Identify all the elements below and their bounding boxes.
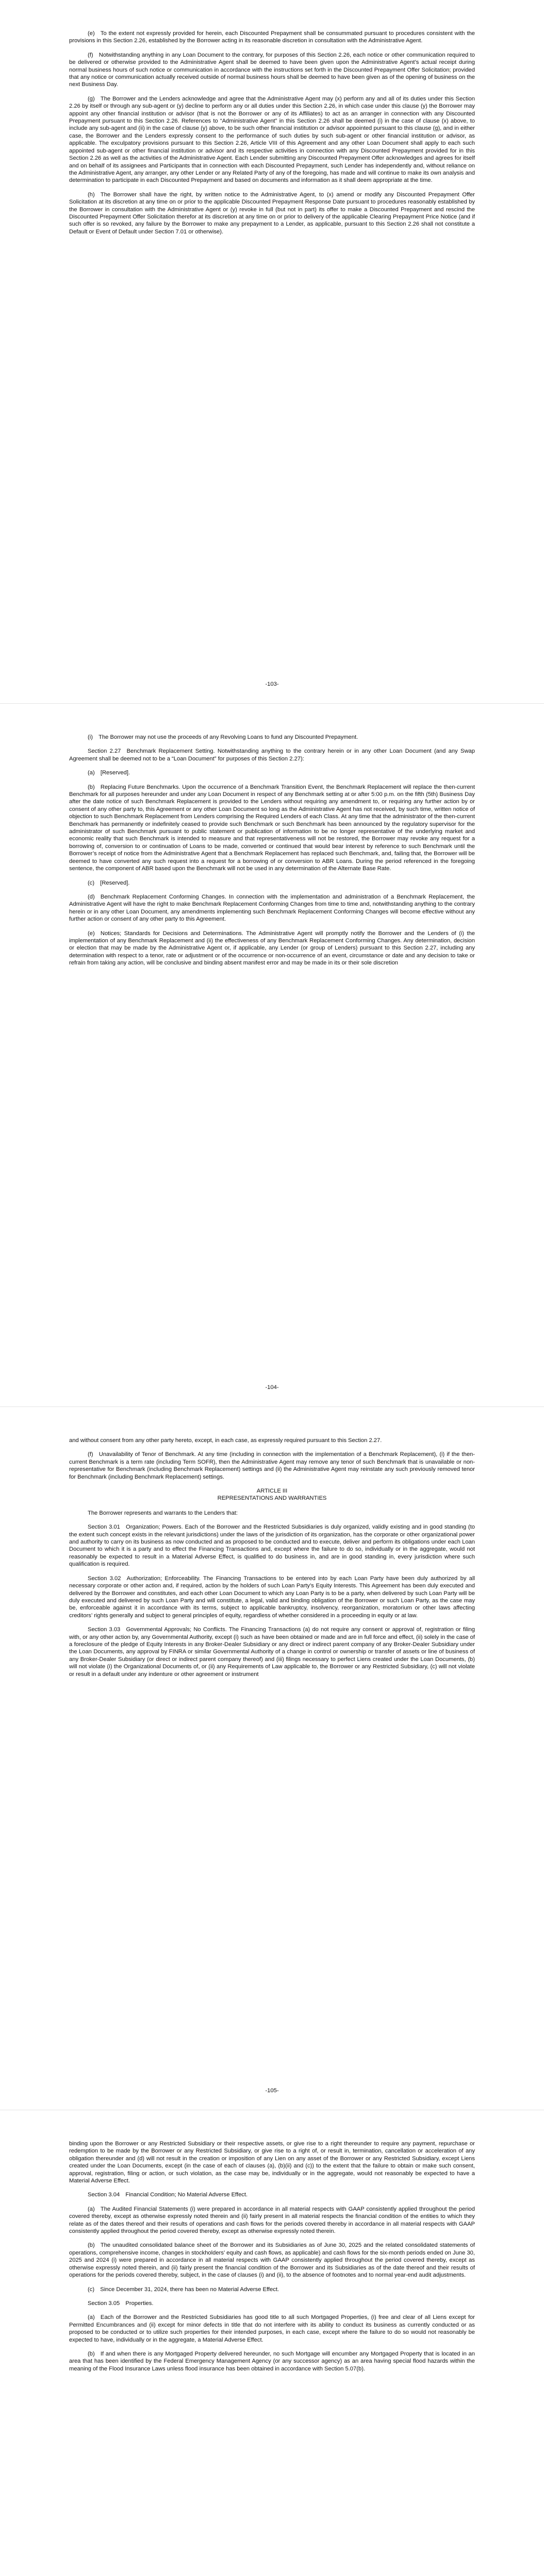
page-103 — [0, 0, 544, 703]
page-104 — [0, 703, 544, 1406]
paragraph-3-05-b: (b) If and when there is any Mortgaged Property delivered hereunder, no such Mortgage will encumber any Mortgaged Property that is located in an area that has been identified by the Federal Emergency Management Agency (or any successor agency) as an area having special flood hazards within the meaning of the Flood Insurance Laws unless flood insurance has been obtained in accordance with Section 5.07(b). — [69, 2350, 475, 2372]
section-2-27-heading: Section 2.27 Benchmark Replacement Setting. Notwithstanding anything to the contrary herein or in any other Loan Document (and any Swap Agreement shall be deemed not to be a “Loan Document” for purposes of this Section 2.27): — [69, 748, 475, 762]
paragraph-3-04-a: (a) The Audited Financial Statements (i) were prepared in accordance in all material respects with GAAP consistently applied throughout the period covered thereby, except as otherwise expressly noted therein and (ii) fairly present in all material respects the financial condition of the entities to which they relate as of the dates thereof and their results of operations and cash flows for the periods covered thereby in accordance in all material respects with GAAP consistently applied throughout the period covered thereby, except as otherwise expressly noted therein. — [69, 2206, 475, 2235]
paragraph-3-04-b: (b) The unaudited consolidated balance sheet of the Borrower and its Subsidiaries as of June 30, 2025 and the related consolidated statements of operations, comprehensive income, changes in stockholders’ equity and cash flows, as applicable) and cash flows for the six-month periods ended on June 30, 2025 and 2024 (i) were prepared in accordance in all material respects with GAAP consistently applied throughout the period covered thereby, except as otherwise expressly noted therein, and (ii) fairly present the financial condition of the Borrower and its Subsidiaries as of the date thereof and their results of operations for the periods covered thereby, subject, in the case of clauses (i) and (ii), to the absence of footnotes and to normal year-end audit adjustments. — [69, 2242, 475, 2279]
section-3-01: Section 3.01 Organization; Powers. Each of the Borrower and the Restricted Subsidiaries is duly organized, validly existing and in good standing (to the extent such concept exists in the relevant jurisdictions) under the laws of the jurisdiction of its organization, has the corporate or other organizational power and authority to carry on its business as now conducted and as proposed to be conducted and to execute, deliver and perform its obligations under each Loan Document to which it is a party and to effect the Financing Transactions and, except where the failure to do so, individually or in the aggregate, would not reasonably be expected to result in a Material Adverse Effect, is qualified to do business in, and are in good standing in, every jurisdiction where such qualification is required. — [69, 1524, 475, 1568]
paragraph-2-27-a: (a) [Reserved]. — [88, 770, 130, 776]
paragraph-2-27-f: (f) Unavailability of Tenor of Benchmark. At any time (including in connection with the implementation of a Benchmark Replacement), (i) if the then-current Benchmark is a term rate (including Term SOFR), then the Administrative Agent may remove any tenor of such Benchmark that is unavailable or non-representative for Benchmark (including Benchmark Replacement) settings and (ii) the Administrative Agent may reinstate any such previously removed tenor for Benchmark (including Benchmark Replacement) settings. — [69, 1451, 475, 1480]
paragraph-2-27-e: (e) Notices; Standards for Decisions and Determinations. The Administrative Agent will promptly notify the Borrower and the Lenders of (i) the implementation of any Benchmark Replacement and (ii) the effectiveness of any Benchmark Replacement Conforming Changes. Any determination, decision or election that may be made by the Administrative Agent or, if applicable, any Lender (or group of Lenders) pursuant to this Section 2.27, including any determination with respect to a tenor, rate or adjustment or of the occurrence or non-occurrence of an event, circumstance or date and any decision to take or refrain from taking any action, will be conclusive and binding absent manifest error and may be made in its or their sole discretion — [69, 930, 475, 967]
article-subtitle: REPRESENTATIONS AND WARRANTIES — [217, 1495, 327, 1502]
paragraph-2-27-b: (b) Replacing Future Benchmarks. Upon the occurrence of a Benchmark Transition Event, the Benchmark Replacement will replace the then-current Benchmark for all purposes hereunder and under any Loan Document in respect of any Benchmark setting at or after 5:00 p.m. on the fifth (5th) Business Day after the date notice of such Benchmark Replacement is provided to the Lenders without requiring any amendment to, or requiring any further action by or consent of any other party to, this Agreement or any other Loan Document so long as the Administrative Agent has not received, by such time, written notice of objection to such Benchmark Replacement from Lenders comprising the Required Lenders of each Class. At any time that the administrator of the then-current Benchmark has permanently or indefinitely ceased to provide such Benchmark or such Benchmark has been announced by the regulatory supervisor for the administrator of such Benchmark pursuant to public statement or publication of information to be no longer representative of the underlying market and economic reality that such Benchmark is intended to measure and that representativeness will not be restored, the Borrower may revoke any request for a borrowing of, conversion to or continuation of Loans to be made, converted or continued that would bear interest by reference to such Benchmark until the Borrower’s receipt of notice from the Administrative Agent that a Benchmark Replacement has replaced such Benchmark, and, failing that, the Borrower will be deemed to have converted any such request into a request for a borrowing of or conversion to ABR Loans. During the period referenced in the foregoing sentence, the component of ABR based upon the Benchmark will not be used in any determination of the Alternate Base Rate. — [69, 784, 475, 872]
page-number: -103- — [265, 681, 279, 687]
paragraph-3-05-a: (a) Each of the Borrower and the Restricted Subsidiaries has good title to all such Mortgaged Properties, (i) free and clear of all Liens except for Permitted Encumbrances and (ii) except for minor defects in title that do not interfere with its ability to conduct its business as currently conducted or as proposed to be conducted or to utilize such properties for their intended purposes, in each case, except where the failure to do so would not reasonably be expected to have, individually or in the aggregate, a Material Adverse Effect. — [69, 2314, 475, 2343]
paragraph-continued: binding upon the Borrower or any Restricted Subsidiary or their respective assets, or give rise to a right thereunder to require any payment, repurchase or redemption to be made by the Borrower or any Restricted Subsidiary, or give rise to a right of, or result in, termination, cancellation or acceleration of any obligation thereunder and (d) will not result in the creation or imposition of any Lien on any asset of the Borrower or any Restricted Subsidiary, except Liens created under the Loan Documents, except (in the case of each of clauses (a), (b)(ii) and (c)) to the extent that the failure to obtain or make such consent, approval, registration, filing or action, or such violation, as the case may be, individually or in the aggregate, would not reasonably be expected to have a Material Adverse Effect. — [69, 2141, 475, 2184]
page-106 — [0, 2110, 544, 2576]
paragraph-2-27-d: (d) Benchmark Replacement Conforming Changes. In connection with the implementation and administration of a Benchmark Replacement, the Administrative Agent will have the right to make Benchmark Replacement Conforming Changes from time to time and, notwithstanding anything to the contrary herein or in any other Loan Document, any amendments implementing such Benchmark Replacement Conforming Changes will become effective without any further action or consent of any other party to this Agreement. — [69, 893, 475, 923]
page-number: -104- — [265, 1384, 279, 1391]
page-number: -105- — [265, 2087, 279, 2094]
paragraph-continued: and without consent from any other party hereto, except, in each case, as expressly required pursuant to this Section 2.27. — [69, 1437, 382, 1444]
page-105 — [0, 1406, 544, 2110]
paragraph-intro: The Borrower represents and warrants to the Lenders that: — [88, 1510, 238, 1516]
paragraph-2-27-c: (c) [Reserved]. — [88, 879, 130, 886]
section-3-04-heading: Section 3.04 Financial Condition; No Material Adverse Effect. — [88, 2192, 248, 2198]
section-3-03: Section 3.03 Governmental Approvals; No Conflicts. The Financing Transactions (a) do not require any consent or approval of, registration or filing with, or any other action by, any Governmental Authority, except (i) such as have been obtained or made and are in full force and effect, (ii) solely in the case of a foreclosure of the pledge of Equity Interests in any Broker-Dealer Subsidiary or any direct or indirect parent company of any Broker-Dealer Subsidiary under the Loan Documents, any approval by FINRA or similar Governmental Authority of a change in control or ownership or transfer of assets or line of business of any Broker-Dealer Subsidiary (or direct or indirect parent company thereof) and (iii) filings necessary to perfect Liens created under the Loan Documents, (b) will not violate (i) the Organizational Documents of, or (ii) any Requirements of Law applicable to, the Borrower or any Restricted Subsidiary, (c) will not violate or result in a default under any indenture or other agreement or instrument — [69, 1626, 475, 1677]
paragraph-2-26-i: (i) The Borrower may not use the proceeds of any Revolving Loans to fund any Discounted Prepayment. — [88, 734, 358, 740]
paragraph-2-26-f: (f) Notwithstanding anything in any Loan Document to the contrary, for purposes of this Section 2.26, each notice or other communication required to be delivered or otherwise provided to the Administrative Agent shall be deemed to have been given upon the Administrative Agent’s actual receipt during normal business hours of such notice or communication in accordance with the instructions set forth in the Discounted Prepayment Offer Solicitation; provided that any notice or communication actually received outside of normal business hours shall be deemed to have been given as of the opening of business on the next Business Day. — [69, 52, 475, 88]
section-3-05-heading: Section 3.05 Properties. — [88, 2300, 154, 2307]
section-3-02: Section 3.02 Authorization; Enforceability. The Financing Transactions to be entered into by each Loan Party have been duly authorized by all necessary corporate or other action and, if required, action by the holders of such Loan Party’s Equity Interests. This Agreement has been duly executed and delivered by the Borrower and constitutes, and each other Loan Document to which any Loan Party is to be a party, when delivered by such Loan Party will be duly executed and delivered by such Loan Party and will constitute, a legal, valid and binding obligation of the Borrower or such Loan Party, as the case may be, enforceable against it in accordance with its terms, subject to applicable bankruptcy, insolvency, reorganization, moratorium or other laws affecting creditors’ rights generally and subject to general principles of equity, regardless of whether considered in a proceeding in equity or at law. — [69, 1575, 475, 1619]
paragraph-3-04-c: (c) Since December 31, 2024, there has been no Material Adverse Effect. — [88, 2286, 279, 2293]
paragraph-2-26-h: (h) The Borrower shall have the right, by written notice to the Administrative Agent, to (x) amend or modify any Discounted Prepayment Offer Solicitation at its discretion at any time on or prior to the applicable Discounted Prepayment Response Date pursuant to procedures reasonably established by the Borrower in consultation with the Administrative Agent or (y) revoke in full (but not in part) its offer to make a Discounted Prepayment and rescind the Discounted Prepayment Offer Solicitation therefor at its discretion at any time on or prior to delivery of the applicable Clearing Prepayment Price Notice (and if such offer is so revoked, any failure by the Borrower to make any prepayment to a Lender, as applicable, pursuant to this Section 2.26 shall not constitute a Default or Event of Default under Section 7.01 or otherwise). — [69, 191, 475, 235]
article-title: ARTICLE III — [256, 1488, 288, 1495]
paragraph-2-26-g: (g) The Borrower and the Lenders acknowledge and agree that the Administrative Agent may (x) perform any and all of its duties under this Section 2.26 by itself or through any sub-agent or (y) decline to perform any or all duties under this Section 2.26, in which case under this clause (y) the Borrower may appoint any other financial institution or advisor (that is not the Borrower or any of its Affiliates) to act as an arranger in connection with any Discounted Prepayment pursuant to this Section 2.26. References to “Administrative Agent” in this Section 2.26 shall be deemed (i) in the case of clause (x) above, to include any sub-agent and (ii) in the case of clause (y) above, to be such other financial institution or advisor appointed pursuant to this clause (g), and in either case, the Borrower and the Lenders expressly consent to the performance of such duties by such sub-agent or other financial institution or advisor, as applicable. The exculpatory provisions pursuant to this Section 2.26, Article VIII of this Agreement and any other Loan Document shall apply to each such appointed sub-agent or other financial institution or advisor and its respective activities in connection with any Discounted Prepayment provided for in this Section 2.26 as well as the activities of the Administrative Agent. Each Lender submitting any Discounted Prepayment Offer acknowledges and agrees for itself and on behalf of its assignees and Participants that in connection with each Discounted Prepayment, such Lender has independently and, without reliance on the Administrative Agent, any arranger, any other Lender or any Related Party of any of the foregoing, has made and will continue to make its own analysis and determination to participate in each Discounted Prepayment and based on documents and information as it shall deem appropriate at the time. — [69, 95, 475, 184]
paragraph-2-26-e: (e) To the extent not expressly provided for herein, each Discounted Prepayment shall be consummated pursuant to procedures consistent with the provisions in this Section 2.26, established by the Borrower acting in its reasonable discretion in consultation with the Administrative Agent. — [69, 30, 475, 44]
